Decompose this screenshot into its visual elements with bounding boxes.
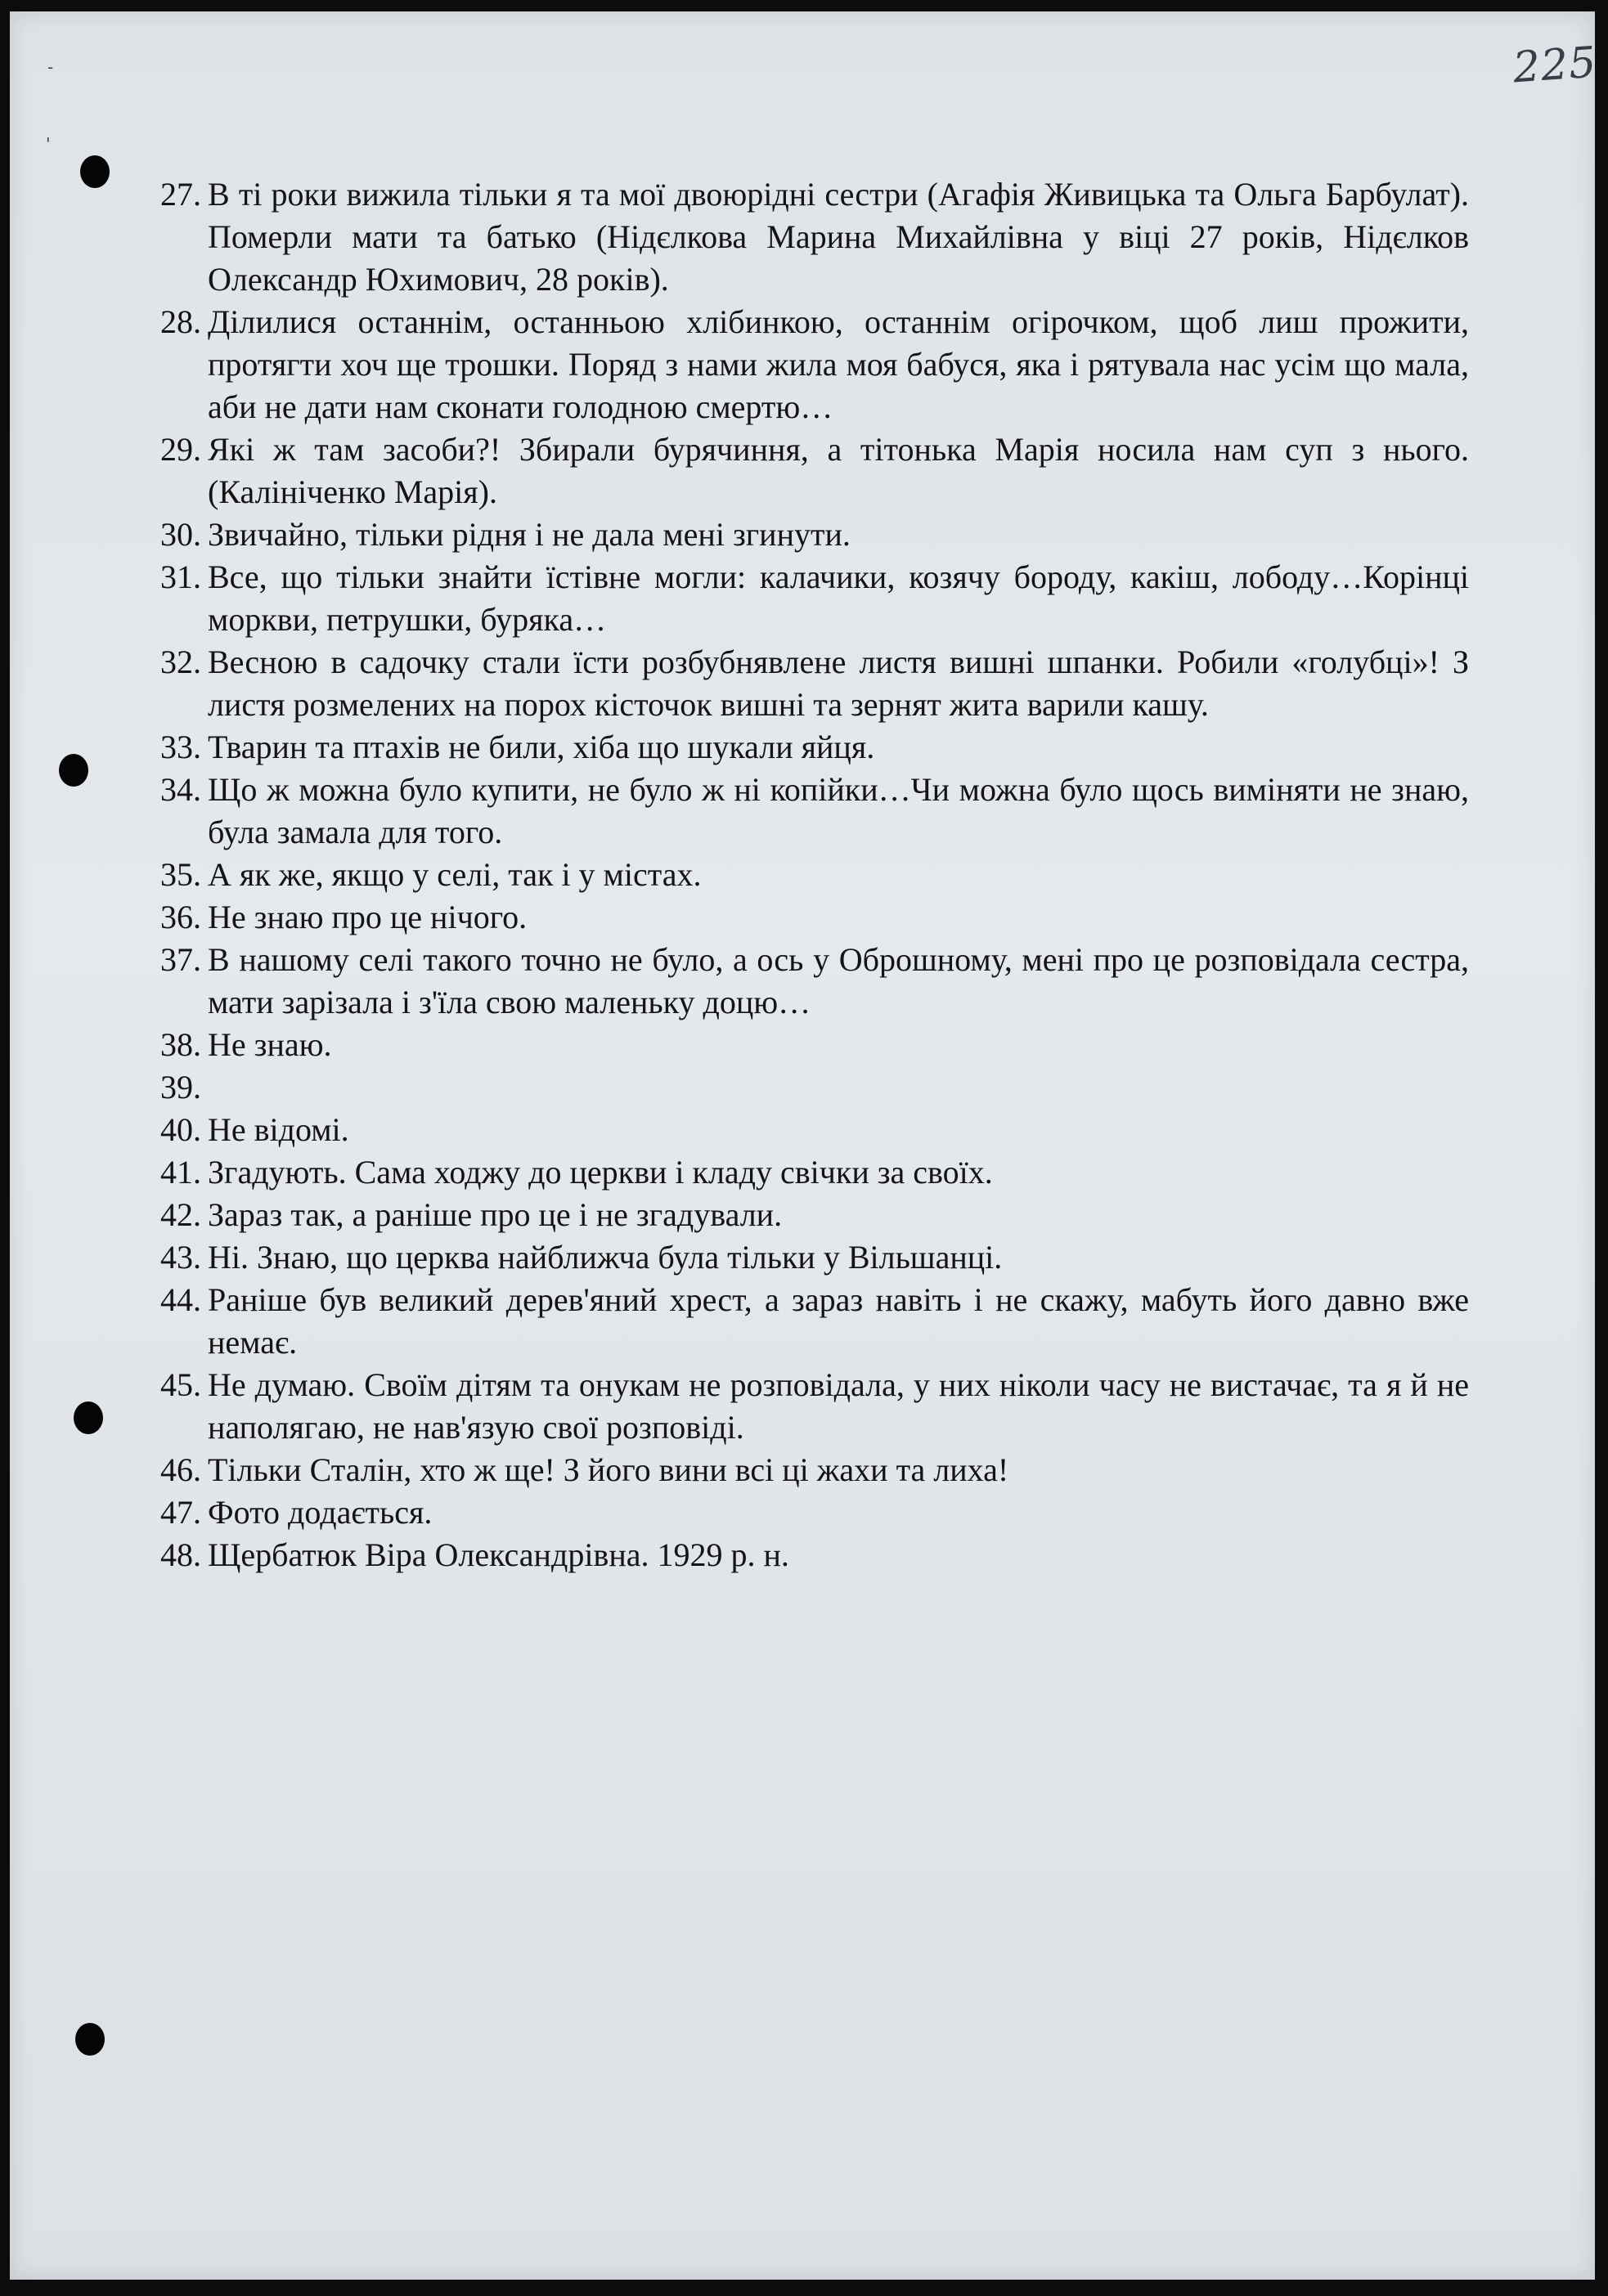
answer-text: В нашому селі такого точно не було, а ось у Оброшному, мені про це розповідала сестра, мати зарізала і з'їла свою маленьку доцю… xyxy=(208,941,1469,1020)
answer-number: 39. xyxy=(160,1069,201,1105)
answer-text: Тварин та птахів не били, хіба що шукали яйця. xyxy=(208,729,875,765)
answer-number: 41. xyxy=(160,1154,201,1191)
punch-hole xyxy=(59,754,88,787)
answer-number: 31. xyxy=(160,558,201,595)
answer-item xyxy=(160,641,1469,726)
answer-text: Тільки Сталін, хто ж ще! З його вини всі ці жахи та лиха! xyxy=(208,1451,1009,1488)
answer-number: 35. xyxy=(160,856,201,893)
document-page xyxy=(10,11,1599,2280)
answer-text: Раніше був великий дерев'яний хрест, а зараз навіть і не скажу, мабуть його давно вже немає. xyxy=(208,1281,1469,1361)
scan-speck: - xyxy=(47,57,54,77)
answer-text: А як же, якщо у селі, так і у містах. xyxy=(208,856,702,893)
answer-text: Не знаю про це нічого. xyxy=(208,899,528,935)
answer-item xyxy=(160,1491,1469,1534)
answer-number: 44. xyxy=(160,1281,201,1318)
answer-item xyxy=(160,173,1469,301)
punch-hole xyxy=(80,155,110,188)
answer-number: 38. xyxy=(160,1026,201,1063)
answer-item xyxy=(160,301,1469,428)
answer-item xyxy=(160,939,1469,1024)
answer-item xyxy=(160,1194,1469,1236)
answer-number: 45. xyxy=(160,1366,201,1403)
answer-text: Ні. Знаю, що церква найближча була тільки у Вільшанці. xyxy=(208,1239,1003,1276)
answer-number: 27. xyxy=(160,176,201,213)
handwritten-page-number: 225 xyxy=(1511,38,1599,93)
answer-number: 36. xyxy=(160,899,201,935)
answer-item xyxy=(160,1534,1469,1576)
answer-text: Які ж там засоби?! Збирали бурячиння, а тітонька Марія носила нам суп з нього. (Калініченко Марія). xyxy=(208,431,1469,510)
answer-text: Фото додається. xyxy=(208,1494,433,1531)
answer-item xyxy=(160,896,1469,939)
answer-number: 30. xyxy=(160,516,201,553)
answer-item xyxy=(160,428,1469,513)
answer-item xyxy=(160,556,1469,641)
answer-number: 48. xyxy=(160,1536,201,1573)
answer-item xyxy=(160,1279,1469,1364)
answers-list xyxy=(160,173,1469,1576)
answer-text: Що ж можна було купити, не було ж ні копійки…Чи можна було щось виміняти не знаю, була замала для того. xyxy=(208,771,1469,850)
answer-item xyxy=(160,1236,1469,1279)
answer-number: 42. xyxy=(160,1196,201,1233)
answer-text: Згадують. Сама ходжу до церкви і кладу свічки за своїх. xyxy=(208,1154,993,1191)
answer-item xyxy=(160,1364,1469,1449)
answer-number: 37. xyxy=(160,941,201,978)
answer-text: Не знаю. xyxy=(208,1026,332,1063)
answer-text: Не думаю. Своїм дітям та онукам не розповідала, у них ніколи часу не вистачає, та я й не наполягаю, не нав'язую свої розповіді. xyxy=(208,1366,1469,1446)
answer-number: 34. xyxy=(160,771,201,808)
answer-text: Ділилися останнім, останньою хлібинкою, останнім огірочком, щоб лиш прожити, протягти хоч ще трошки. Поряд з нами жила моя бабуся, яка і рятувала нас усім що мала, аби не дати нам сконати голодною смертю… xyxy=(208,303,1469,425)
answer-number: 47. xyxy=(160,1494,201,1531)
answer-item xyxy=(160,726,1469,769)
answer-text: Звичайно, тільки рідня і не дала мені згинути. xyxy=(208,516,851,553)
answer-number: 28. xyxy=(160,303,201,340)
answer-item xyxy=(160,769,1469,854)
answer-item xyxy=(160,1151,1469,1194)
answer-text: Щербатюк Віра Олександрівна. 1929 р. н. xyxy=(208,1536,789,1573)
answer-item xyxy=(160,854,1469,896)
punch-hole xyxy=(74,1401,103,1434)
answer-number: 33. xyxy=(160,729,201,765)
answer-text: Все, що тільки знайти їстівне могли: калачики, козячу бороду, какіш, лободу…Корінці моркви, петрушки, буряка… xyxy=(208,558,1469,638)
answer-text: Зараз так, а раніше про це і не згадували. xyxy=(208,1196,783,1233)
punch-hole xyxy=(75,2023,105,2056)
scan-speck: ' xyxy=(46,134,51,154)
answer-number: 43. xyxy=(160,1239,201,1276)
answer-text: Не відомі. xyxy=(208,1111,349,1148)
answer-item xyxy=(160,513,1469,556)
answer-number: 40. xyxy=(160,1111,201,1148)
answer-number: 29. xyxy=(160,431,201,468)
answer-number: 46. xyxy=(160,1451,201,1488)
answer-item xyxy=(160,1109,1469,1151)
answer-item xyxy=(160,1449,1469,1491)
answer-text: В ті роки вижила тільки я та мої двоюрідні сестри (Агафія Живицька та Ольга Барбулат). Померли мати та батько (Нідєлкова Марина Михайлівна у віці 27 років, Нідєлков Олександр Юхимович, 28 років). xyxy=(208,176,1469,298)
answer-item xyxy=(160,1066,1469,1109)
answer-item xyxy=(160,1024,1469,1066)
answer-text: Весною в садочку стали їсти розбубнявлене листя вишні шпанки. Робили «голубці»! З листя розмелених на порох кісточок вишні та зернят жита варили кашу. xyxy=(208,644,1469,723)
answer-number: 32. xyxy=(160,644,201,680)
